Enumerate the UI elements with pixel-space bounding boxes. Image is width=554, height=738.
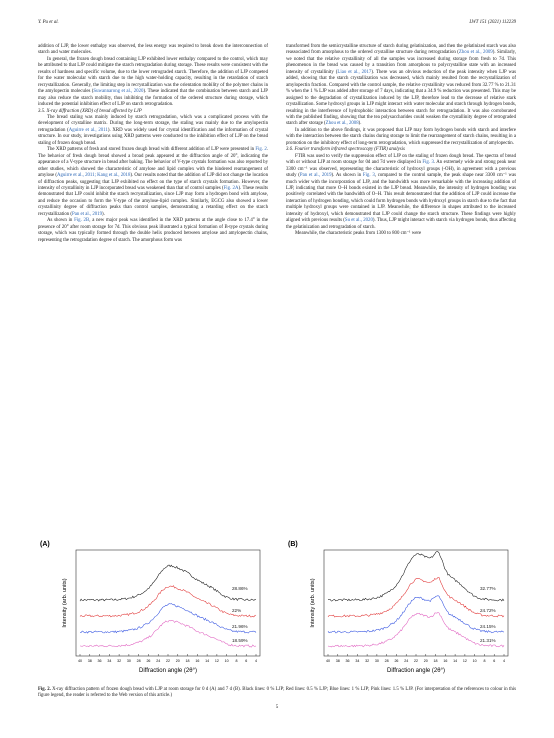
xrd-series-line — [80, 586, 256, 617]
caption-label: Fig. 2. — [38, 687, 51, 692]
xrd-series-line — [80, 604, 256, 634]
panel-label: (B) — [288, 541, 298, 548]
figure-link[interactable]: Fig. 3 — [422, 160, 434, 166]
x-tick-label: 6 — [493, 659, 496, 663]
crystallinity-label: 21.31% — [480, 638, 496, 643]
text-run: ). Our results noted that the addition of LJP did not change the location of diffraction peaks, suggesting that LJP exhibited no effect on the type of starch crystals formation. However, the intensity of crystallinity in LJP incorporated bread was weakened than that of control samples ( — [38, 173, 268, 191]
x-tick-label: 30 — [126, 659, 131, 663]
figure-link[interactable]: Fig. 3 — [362, 173, 375, 179]
citation-link[interactable]: Su et al., 2020 — [344, 218, 373, 224]
x-tick-label: 10 — [472, 659, 477, 663]
x-axis-label: Diffraction angle (2θ°) — [139, 668, 197, 674]
caption-text: X-ray diffraction pattern of frozen dough bread with LJP at room storage for 0 d (A) and 7 d (B). Black lines: 0 % LJP; Red lines: 0.5 % LJP; Blue lines: 1 % LJP; Pink lines: 1.5 % LJP. (For interpretation of the references to colour in this figure legend, the reader is referred to the Web version of this article.) — [38, 687, 516, 699]
running-head-authors: Y. Pu et al. — [38, 20, 59, 25]
crystallinity-label: 22% — [232, 608, 242, 613]
xrd-series-line — [328, 552, 504, 602]
citation-link[interactable]: Zhou et al., 2008 — [325, 121, 359, 127]
section-heading: 3.5. X-ray diffraction (XRD) of bread affected by LJP — [38, 108, 142, 114]
x-tick-label: 16 — [443, 659, 448, 663]
citation-link[interactable]: Liao et al., 2017 — [337, 69, 372, 75]
text-run: FTIR was used to verify the suppression effect of LJP on the staling of frozen dough bread. The spectra of bread with or without LJP at room storage for 0d and 7d were displayed in — [286, 153, 516, 166]
citation-link[interactable]: Aguirre et al., 2011 — [68, 127, 108, 133]
x-tick-label: 34 — [107, 659, 112, 663]
paragraph — [38, 147, 268, 218]
x-tick-label: 8 — [235, 659, 238, 663]
citation-link[interactable]: Aguirre et al., 2011; Kang et al., 2018 — [56, 173, 131, 179]
x-tick-label: 22 — [166, 659, 170, 663]
text-run: ). As shown in — [331, 173, 363, 179]
paragraph: addition of LJP, the lower enthalpy was observed, the less energy was required to break down the interconnection of starch and water molecules. — [38, 44, 268, 56]
citation-link[interactable]: Pan et al., 2019 — [72, 211, 103, 217]
x-tick-label: 4 — [503, 659, 505, 663]
x-tick-label: 10 — [224, 659, 229, 663]
x-tick-label: 24 — [404, 659, 409, 663]
text-run: , a new major peak was identified in the XRD patterns at the angle close to 17.4° in the presence of 20° after room storage for 7d. This obvious peak illustrated a typical formation of B-type crystals during storage, which was typically formed through the double helix produced between amylose and amylopectin chains, representing the retrogradation degree of starch. The amorphous form was — [38, 218, 268, 243]
figure-2 — [38, 538, 516, 683]
text-run: ). These indicated that the combination between starch and LJP may also reduce the starch mobility, thus inhibiting the formation of the ordered structure during storage, which induced the potential inhibition effect of LJP on starch retrogradation. — [38, 89, 268, 108]
x-tick-label: 36 — [345, 659, 350, 663]
x-tick-label: 40 — [326, 659, 330, 663]
x-tick-label: 12 — [462, 659, 467, 663]
x-tick-label: 32 — [117, 659, 122, 663]
xrd-series-line — [328, 612, 504, 647]
x-tick-label: 18 — [185, 659, 190, 663]
x-tick-label: 26 — [146, 659, 151, 663]
x-tick-label: 32 — [365, 659, 370, 663]
figure-link[interactable]: Fig. 2 — [255, 147, 267, 153]
x-tick-label: 12 — [214, 659, 219, 663]
x-tick-label: 40 — [78, 659, 82, 663]
paragraph — [38, 218, 268, 244]
xrd-panel-a — [38, 538, 268, 683]
paragraph: Meanwhile, the characteristic peaks from 1300 to 800 cm⁻¹ were — [295, 231, 422, 237]
y-axis-label: Intensity (arb. units) — [310, 578, 316, 628]
crystallinity-label: 32.77% — [480, 586, 496, 591]
citation-link[interactable]: Zhou et al., 2009 — [458, 50, 493, 56]
x-axis-label: Diffraction angle (2θ°) — [387, 668, 445, 674]
y-axis-label: Intensity (arb. units) — [62, 578, 68, 628]
right-column — [286, 44, 516, 238]
paragraph — [286, 44, 516, 128]
x-tick-label: 22 — [414, 659, 418, 663]
figure-link[interactable]: Fig. 2A — [223, 185, 239, 191]
citation-link[interactable]: Suwannarong et al., 2020 — [93, 89, 144, 95]
x-tick-label: 8 — [483, 659, 486, 663]
text-run: , compared to the control sample, the peak shape near 3300 cm⁻¹ was much wider with the incorporation of LJP, and the bandwidth was more remarkable with the increasing addition of LJP, indicating that more O–H bonds existed in the LJP bread. Meanwhile, the intensity of hydrogen bonding was positively correlated with the bandwidth of O–H. This result demonstrated that the addition of LJP could increase the interaction of hydrogen bonding, which could form hydrogen bonds with hydroxyl groups in starch due to the fact that multiple hydroxyl groups were contained in LJP. Meanwhile, the difference in shapes attributed to the increased intensity of hydroxyl, which demonstrated that LJP could change the starch structure. These findings were highly aligned with previous results ( — [286, 173, 517, 224]
section-heading: 3.6. Fourier transform infrared spectroscopy (FTIR) analysis — [286, 147, 405, 153]
text-run: The bread staling was mainly induced by starch retrogradation, which was a complicated process with the development of crystalline matrix. During the long-term storage, the staling was mainly due to the amylopectin retrogradation ( — [38, 114, 268, 133]
text-run: ). Thus, LJP might interact with starch via hydrogen bonds, thus affecting the gelatinization and retrogradation of starch. — [286, 218, 516, 230]
text-run: ). — [358, 121, 362, 127]
paragraph: In addition to the above findings, it was proposed that LJP may form hydrogen bonds with starch and interfere with the interaction between the starch chains during storage to limit the rearrangement of starch chains, resulting in a promotion on the inhibitory effect of long-term retrogradation, which suppressed the recrystallization of amylopectin. — [286, 127, 516, 146]
text-run: . The behavior of fresh dough bread showed a broad peak appeared at the diffraction angle of 20°, indicating the appearance of a V-type structure in bread after baking. The behavior of V-type crystals formation was also reported by other studies, which showed the characteristic of amylose and lipid complex with the hindered rearrangement of amylose ( — [38, 147, 268, 179]
text-run: ). There was an obvious reduction of the peak intensity when LJP was added, showing that the starch crystallization was decreased, which mainly resulted from the recrystallization of amylopectin fraction. Compared with the control sample, the relative crystallinity was reduced from 32.77 % to 21.31 % when the 1 % LJP was added after storage of 7 days, indicating that a 34.9 % reduction was presented. This may be assigned to the degradation of crystallization induced by the LJP, therefore lead to the decrease of relative stark crystallization. Some hydroxyl groups in LJP might interact with water molecular and starch through hydrogen bonds, resulting in the interference of hydrophobic interaction between starch for retrogradation. It was also corroborated with the published finding, showing that the tea polysaccharides could weaken the crystallinity degree of retrograded starch after storage ( — [286, 69, 516, 127]
text-run: As shown in — [47, 218, 75, 224]
text-run: The XRD patterns of fresh and stored frozen dough bread with different addition of LJP were presented in — [47, 147, 256, 153]
x-tick-label: 24 — [156, 659, 161, 663]
figure-caption — [38, 687, 516, 699]
crystallinity-label: 21.96% — [232, 624, 248, 629]
text-run: ). — [102, 211, 105, 217]
running-head-journal: LWT 151 (2021) 112239 — [469, 20, 516, 25]
paragraph — [38, 57, 268, 109]
x-tick-label: 14 — [205, 659, 210, 663]
left-column — [38, 44, 268, 244]
x-tick-label: 34 — [355, 659, 360, 663]
xrd-series-line — [80, 620, 256, 647]
crystallinity-label: 24.72% — [480, 608, 496, 613]
crystallinity-label: 24.15% — [480, 624, 496, 629]
figure-link[interactable]: Fig. 2B — [74, 218, 90, 224]
x-tick-label: 30 — [374, 659, 379, 663]
x-tick-label: 18 — [433, 659, 438, 663]
x-tick-label: 26 — [394, 659, 399, 663]
paragraph — [286, 154, 516, 231]
xrd-series-line — [80, 565, 256, 601]
xrd-series-line — [328, 577, 504, 617]
crystallinity-label: 28.86% — [232, 586, 248, 591]
xrd-panel-b — [286, 538, 516, 683]
x-tick-label: 14 — [453, 659, 458, 663]
text-run: transformed from the semicrystalline structure of starch during gelatinization, and then the gelatinized starch was also reassociated from amorphous to the ordered crystalline structure during retrogradation ( — [286, 44, 516, 56]
citation-link[interactable]: Pan et al., 2019 — [299, 173, 332, 179]
x-tick-label: 28 — [136, 659, 141, 663]
x-tick-label: 36 — [97, 659, 102, 663]
text-run: In general, the frozen dough bread containing LJP exhibited lower enthalpy compared to the control, which may be attributed to that LJP could mitigate the starch retrogradation during storage. These results were consistent with the results of hardness and specific volume, due to the lower retrograded starch. Therefore, the addition of LJP competed for the water molecular with starch due to the high water-holding capacity, resulting in the retardation of starch recrystallization. Generally, the limiting step in recrystallization was the orientation mobility of the polymer chains in the amylopectin molecules ( — [38, 56, 268, 95]
x-tick-label: 20 — [175, 659, 180, 663]
text-run: ). XRD was widely used for crystal identification and the information of crystal structure. In our study, investigations using XRD patterns were conducted to the inhibition effect of LJP on the bread staling of frozen dough bread. — [38, 127, 268, 146]
paragraph — [38, 115, 268, 147]
panel-label: (A) — [40, 541, 50, 548]
text-run: . An extremely wide and strong peak near 3300 cm⁻¹ was observed, representing the characteristic of hydroxyl groups (-OH), in agreement with a previous study ( — [286, 160, 517, 179]
x-tick-label: 20 — [423, 659, 428, 663]
x-tick-label: 4 — [255, 659, 257, 663]
x-tick-label: 28 — [384, 659, 389, 663]
x-tick-label: 38 — [335, 659, 340, 663]
crystallinity-label: 18.59% — [232, 638, 248, 643]
x-tick-label: 6 — [245, 659, 248, 663]
x-tick-label: 16 — [195, 659, 200, 663]
text-run: ). These results demonstrated that LJP could inhibit the starch recrystallization, since LJP may form a hydrogen bond with amylose, and reduce the occasion to form the V-type of the amylose-lipid complex. Similarly, EGCG also showed a lower crystallinity degree of diffraction peaks than control samples, demonstrating a retarding effect on the starch recrystallization ( — [38, 185, 268, 217]
page-number: 5 — [275, 705, 279, 710]
x-tick-label: 38 — [87, 659, 92, 663]
text-run: ). Similarly, we noted that the relative crystallinity of all the samples was increased during storage from fresh to 7d. This phenomenon in the bread was caused by a transition from amorphous to polycrystalline state with an increased intensity of crystallinity ( — [286, 50, 516, 75]
